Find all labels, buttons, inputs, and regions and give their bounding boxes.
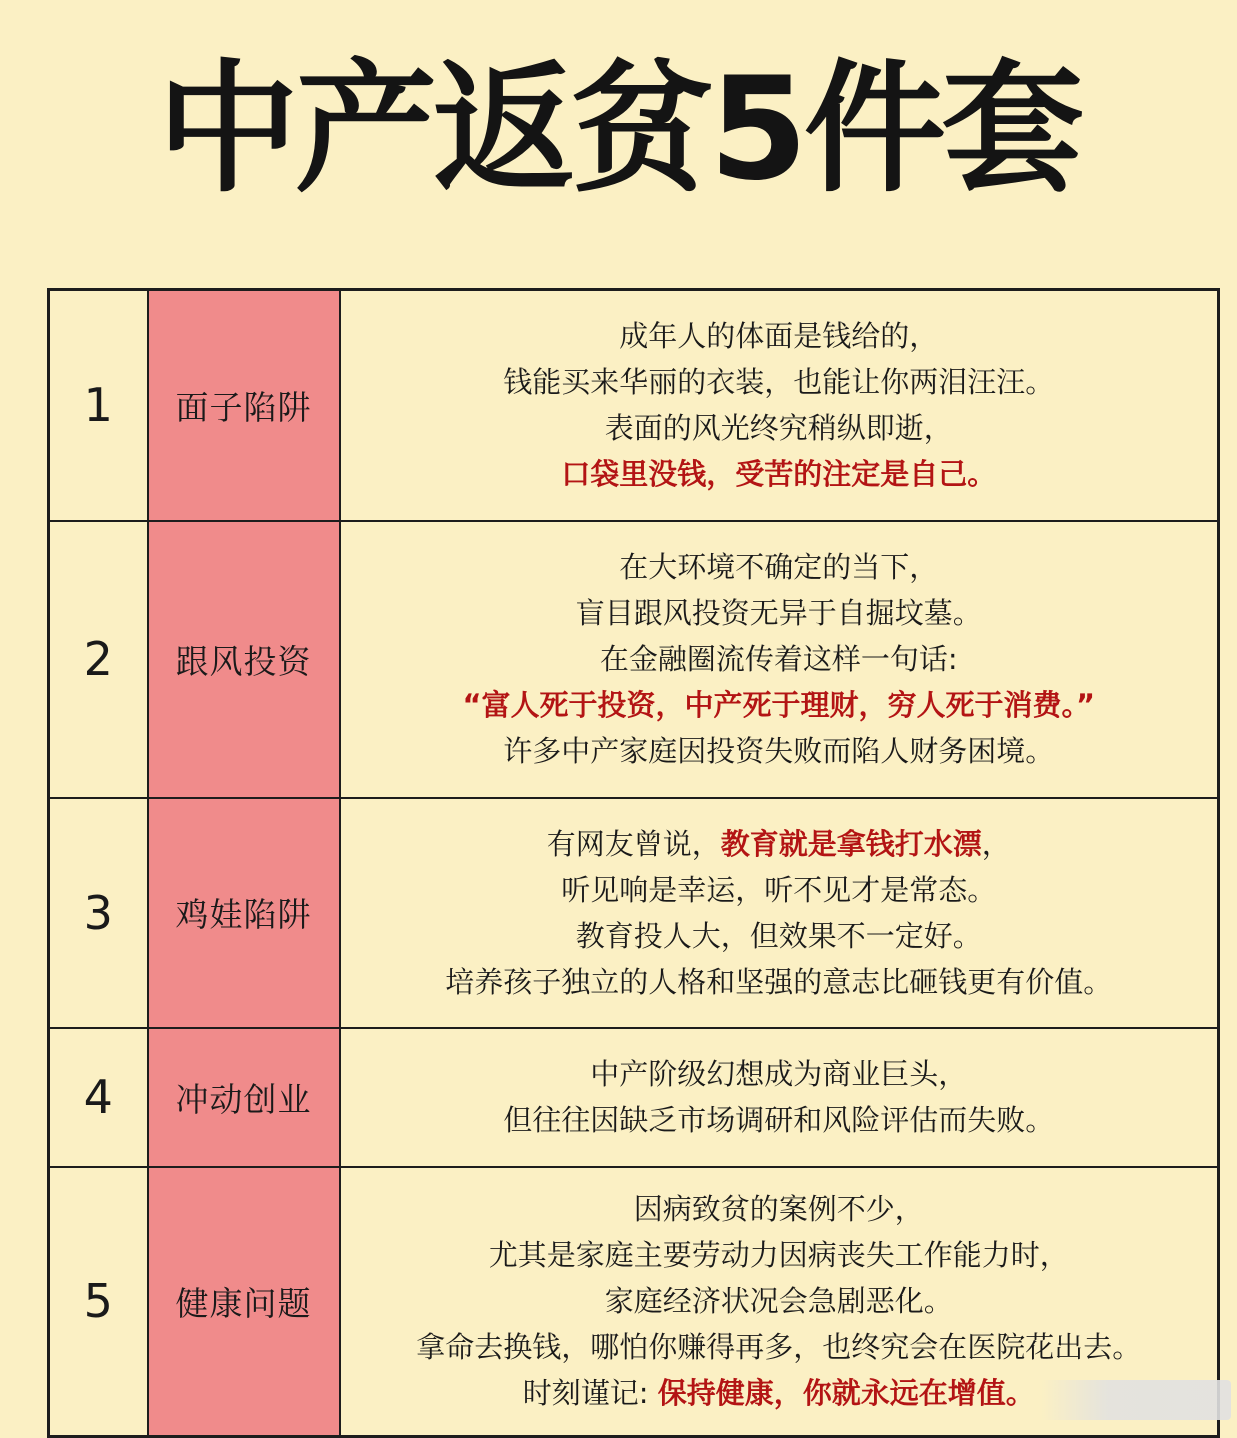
description-line	[341, 590, 1218, 636]
description-line	[341, 959, 1218, 1005]
description-line	[341, 1278, 1218, 1324]
body-text: 许多中产家庭因投资失败而陷人财务困境。	[503, 734, 1055, 768]
row-label: 跟风投资	[148, 521, 340, 798]
description-line	[341, 1324, 1218, 1370]
row-number: 5	[49, 1167, 148, 1437]
body-text: 家庭经济状况会急剧恶化。	[604, 1284, 953, 1319]
description-line	[341, 1232, 1218, 1278]
body-text: 因病致贫的案例不少，	[633, 1192, 924, 1227]
highlight-text: “富人死于投资，中产死于理财，穷人死于消费。”	[462, 688, 1096, 722]
table-row	[49, 798, 1219, 1028]
highlight-text: 保持健康，你就永远在增值。	[657, 1376, 1035, 1411]
row-description	[340, 521, 1219, 798]
watermark-overlay	[1041, 1380, 1231, 1420]
body-text: 时刻谨记:	[522, 1376, 658, 1411]
row-label: 面子陷阱	[148, 290, 340, 521]
row-number: 1	[49, 290, 148, 521]
description-line	[341, 1186, 1218, 1232]
table-row	[49, 1028, 1219, 1167]
row-description	[340, 798, 1219, 1028]
body-text: 有网友曾说，	[546, 826, 721, 861]
description-line	[341, 451, 1218, 497]
row-number: 4	[49, 1028, 148, 1167]
row-label: 健康问题	[148, 1167, 340, 1437]
body-text: 尤其是家庭主要劳动力因病丧失工作能力时，	[488, 1238, 1069, 1273]
row-label: 鸡娃陷阱	[148, 798, 340, 1028]
description-line	[341, 821, 1218, 867]
description-line	[341, 867, 1218, 913]
body-text: 成年人的体面是钱给的，	[619, 319, 939, 354]
description-line	[341, 359, 1218, 405]
highlight-text: 教育就是拿钱打水漂	[720, 826, 982, 861]
description-line	[341, 682, 1218, 728]
poverty-traps-table	[47, 288, 1220, 1438]
body-text: 但往往因缺乏市场调研和风险评估而失败。	[503, 1103, 1055, 1137]
row-description	[340, 1028, 1219, 1167]
body-text: 拿命去换钱，哪怕你赚得再多，也终究会在医院花出去。	[416, 1330, 1142, 1365]
body-text: 培养孩子独立的人格和坚强的意志比砸钱更有价值。	[445, 964, 1113, 999]
table-row	[49, 290, 1219, 521]
page-title: 中产返贫5件套	[157, 47, 1080, 212]
body-text: 在金融圈流传着这样一句话:	[599, 642, 958, 676]
row-number: 2	[49, 521, 148, 798]
body-text: 在大环境不确定的当下，	[619, 550, 939, 584]
body-text: 钱能买来华丽的衣装，也能让你两泪汪汪。	[503, 365, 1055, 400]
description-line	[341, 728, 1218, 774]
body-text: 中产阶级幻想成为商业巨头，	[590, 1057, 968, 1091]
description-line	[341, 313, 1218, 359]
description-line	[341, 913, 1218, 959]
description-line	[341, 1097, 1218, 1143]
body-text: 表面的风光终究稍纵即逝，	[604, 411, 953, 446]
body-text: ，	[981, 826, 1011, 861]
description-line	[341, 636, 1218, 682]
description-line	[341, 405, 1218, 451]
body-text: 听见响是幸运，听不见才是常态。	[561, 872, 997, 907]
row-label: 冲动创业	[148, 1028, 340, 1167]
highlight-text: 口袋里没钱，受苦的注定是自己。	[561, 457, 997, 492]
row-number: 3	[49, 798, 148, 1028]
row-description	[340, 290, 1219, 521]
body-text: 盲目跟风投资无异于自掘坟墓。	[575, 596, 982, 630]
table-row	[49, 521, 1219, 798]
body-text: 教育投人大，但效果不一定好。	[575, 918, 982, 953]
description-line	[341, 1051, 1218, 1097]
description-line	[341, 544, 1218, 590]
